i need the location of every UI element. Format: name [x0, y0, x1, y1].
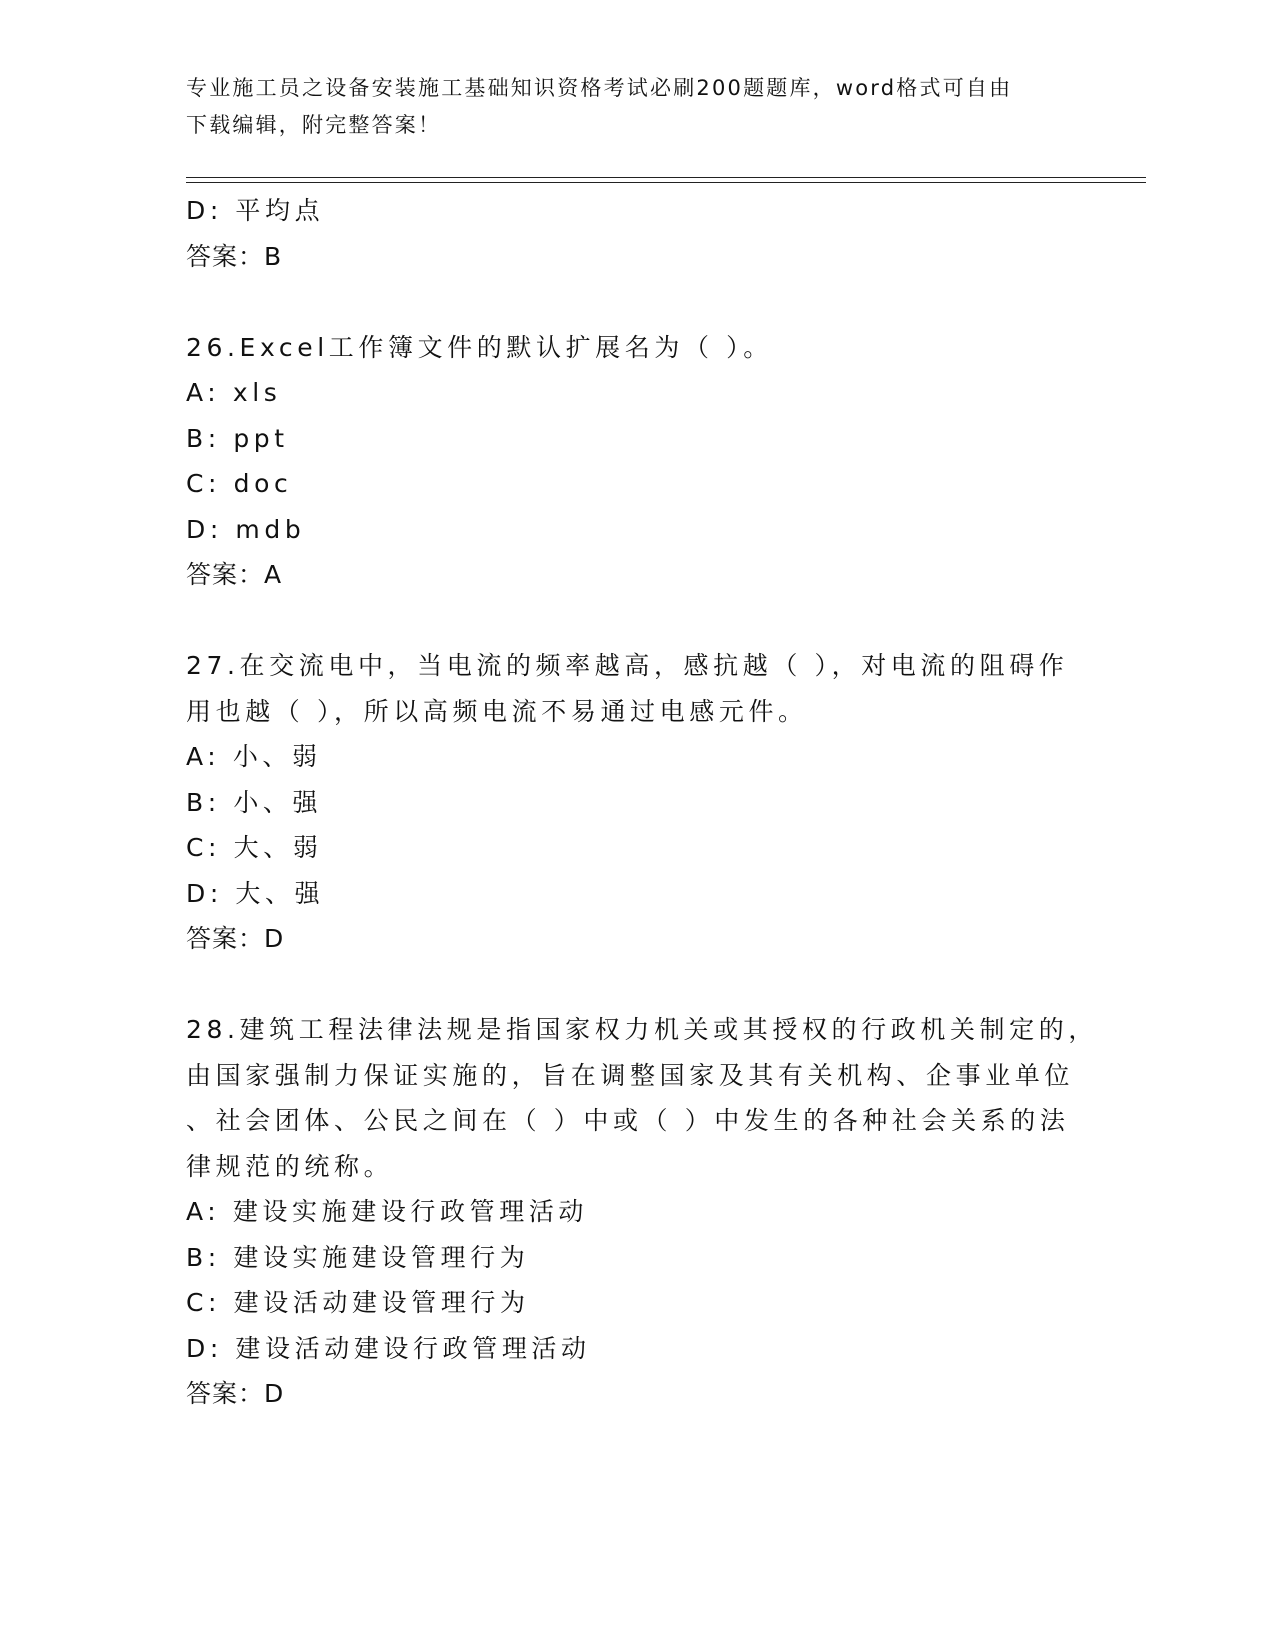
document-header	[186, 70, 1056, 144]
spacer	[186, 598, 1066, 644]
answer-label: 答案：	[186, 560, 265, 589]
question-stem-line-2: 用也越（ ），所以高频电流不易通过电感元件。	[186, 696, 808, 726]
header-line-1: 专业施工员之设备安装施工基础知识资格考试必刷200题题库，word格式可自由	[186, 76, 1013, 100]
question-stem-line-1: 28.建筑工程法律法规是指国家权力机关或其授权的行政机关制定的，	[186, 1015, 1098, 1044]
question-stem-line-3: 、社会团体、公民之间在（ ）中或（ ）中发生的各种社会关系的法	[186, 1106, 1070, 1135]
previous-question-tail	[186, 188, 1066, 279]
question-stem-line-4: 律规范的统称。	[186, 1151, 394, 1181]
option-b: B: 小、强	[186, 787, 323, 817]
header-rule-thin	[186, 182, 1146, 183]
header-rule-thick	[186, 177, 1146, 178]
option-c: C: 大、弱	[186, 833, 323, 862]
option-a: A: 小、弱	[186, 742, 322, 771]
question-stem-line-2: 由国家强制力保证实施的，旨在调整国家及其有关机构、企事业单位	[186, 1060, 1075, 1090]
answer-value: A	[264, 560, 283, 589]
answer-line	[186, 1371, 1066, 1417]
option-b: B: 建设实施建设管理行为	[186, 1242, 530, 1272]
answer-value: B	[264, 241, 283, 271]
question-27	[186, 643, 1069, 962]
option-d: D: 平均点	[186, 196, 325, 225]
question-28	[186, 1007, 1098, 1417]
answer-line	[186, 552, 1066, 598]
option-d: D: mdb	[186, 514, 306, 544]
option-c: C: 建设活动建设管理行为	[186, 1288, 530, 1317]
option-c: C: doc	[186, 469, 293, 498]
question-26	[186, 325, 1066, 598]
answer-line	[186, 234, 1066, 280]
question-stem: 26.Excel工作簿文件的默认扩展名为（ ）。	[186, 332, 773, 362]
option-a: A: 建设实施建设行政管理活动	[186, 1197, 589, 1226]
spacer	[186, 962, 1066, 1008]
answer-label: 答案：	[186, 924, 265, 953]
header-line-2: 下载编辑，附完整答案！	[186, 113, 442, 137]
option-b: B: ppt	[186, 423, 289, 453]
option-a: A: xls	[186, 378, 282, 407]
answer-value: D	[264, 924, 285, 953]
answer-label: 答案：	[186, 241, 265, 271]
option-d: D: 建设活动建设行政管理活动	[186, 1333, 591, 1363]
answer-line	[186, 916, 1066, 962]
question-stem-line-1: 27.在交流电中，当电流的频率越高，感抗越（ ），对电流的阻碍作	[186, 651, 1069, 680]
question-list	[186, 188, 1098, 1417]
answer-value: D	[264, 1379, 285, 1408]
option-d: D: 大、强	[186, 878, 325, 908]
spacer	[186, 279, 1066, 325]
answer-label: 答案：	[186, 1379, 265, 1408]
